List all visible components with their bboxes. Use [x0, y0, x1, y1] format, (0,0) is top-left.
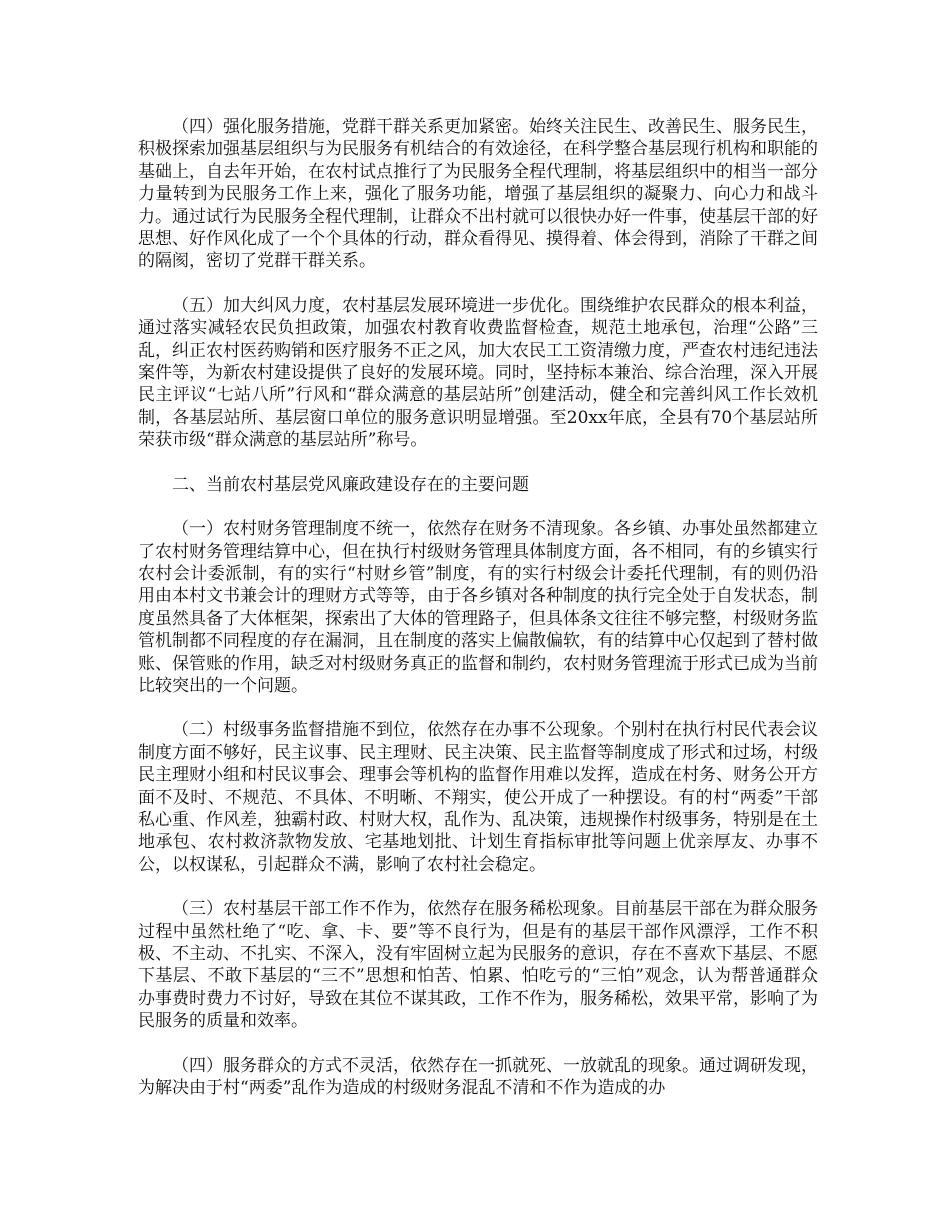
- section-heading-main-problems: 二、当前农村基层党风廉政建设存在的主要问题: [172, 474, 529, 495]
- paragraph-anti-malpractice: （五）加大纠风力度，农村基层发展环境进一步优化。围绕维护农民群众的根本利益，通过落实减轻农民负担政策，加强农村教育收费监督检查，规范土地承包，治理“公路”三乱，纠正农村医药购销和医疗服务不正之风，加大农民工工资清缴力度，严查农村违纪违法案件等，为新农村建设提供了良好的发展环境。同时，坚持标本兼治、综合治理，深入开展民主评议“七站八所”行风和“群众满意的基层站所”创建活动，健全和完善纠风工作长效机制，各基层站所、基层窗口单位的服务意识明显增强。至20xx年底，全县有70个基层站所荣获市级“群众满意的基层站所”称号。: [138, 295, 818, 451]
- paragraph-finance-management: （一）农村财务管理制度不统一，依然存在财务不清现象。各乡镇、办事处虽然都建立了农村财务管理结算中心，但在执行村级财务管理具体制度方面，各不相同，有的乡镇实行农村会计委派制，有的实行“村财乡管”制度，有的实行村级会计委托代理制，有的则仍沿用由本村文书兼会计的理财方式等等，由于各乡镇对各种制度的执行完全处于自发状态，制度虽然具备了大体框架，探索出了大体的管理路子，但具体条文往往不够完整，村级财务监管机制都不同程度的存在漏洞，且在制度的落实上偏散偏软，有的结算中心仅起到了替村做账、保管账的作用，缺乏对村级财务真正的监督和制约，农村财务管理流于形式已成为当前比较突出的一个问题。: [138, 519, 818, 696]
- document-body: [138, 116, 818, 1121]
- paragraph-service-measures: （四）强化服务措施，党群干群关系更加紧密。始终关注民生、改善民生、服务民生，积极探索加强基层组织与为民服务有机结合的有效途径，在科学整合基层现行机构和职能的基础上，自去年开始，在农村试点推行了为民服务全程代理制，将基层组织中的相当一部分力量转到为民服务工作上来，强化了服务功能，增强了基层组织的凝聚力、向心力和战斗力。通过试行为民服务全程代理制，让群众不出村就可以很快办好一件事，使基层干部的好思想、好作风化成了一个个具体的行动，群众看得见、摸得着、体会得到，消除了干群之间的隔阂，密切了党群干群关系。: [138, 117, 818, 272]
- paragraph-village-supervision: （二）村级事务监督措施不到位，依然存在办事不公现象。个别村在执行村民代表会议制度方面不够好，民主议事、民主理财、民主决策、民主监督等制度成了形式和过场，村级民主理财小组和村民议事会、理事会等机构的监督作用难以发挥，造成在村务、财务公开方面不及时、不规范、不具体、不明晰、不翔实，使公开成了一种摆设。有的村“两委”干部私心重、作风差，独霸村政、村财大权，乱作为、乱决策，违规操作村级事务，特别是在土地承包、农村救济款物发放、宅基地划批、计划生育指标审批等问题上优亲厚友、办事不公，以权谋私，引起群众不满，影响了农村社会稳定。: [138, 720, 818, 875]
- paragraph-cadre-inaction: （三）农村基层干部工作不作为，依然存在服务稀松现象。目前基层干部在为群众服务过程中虽然杜绝了“吃、拿、卡、要”等不良行为，但是有的基层干部作风漂浮，工作不积极、不主动、不扎实、不深入，没有牢固树立起为民服务的意识，存在不喜欢下基层、不愿下基层、不敢下基层的“三不”思想和怕苦、怕累、怕吃亏的“三怕”观念，认为帮普通群众办事费时费力不讨好，导致在其位不谋其政，工作不作为，服务稀松，效果平常，影响了为民服务的质量和效率。: [138, 899, 818, 1032]
- paragraph-service-methods: （四）服务群众的方式不灵活，依然存在一抓就死、一放就乱的现象。通过调研发现，为解决由于村“两委”乱作为造成的村级财务混乱不清和不作为造成的办: [138, 1055, 818, 1099]
